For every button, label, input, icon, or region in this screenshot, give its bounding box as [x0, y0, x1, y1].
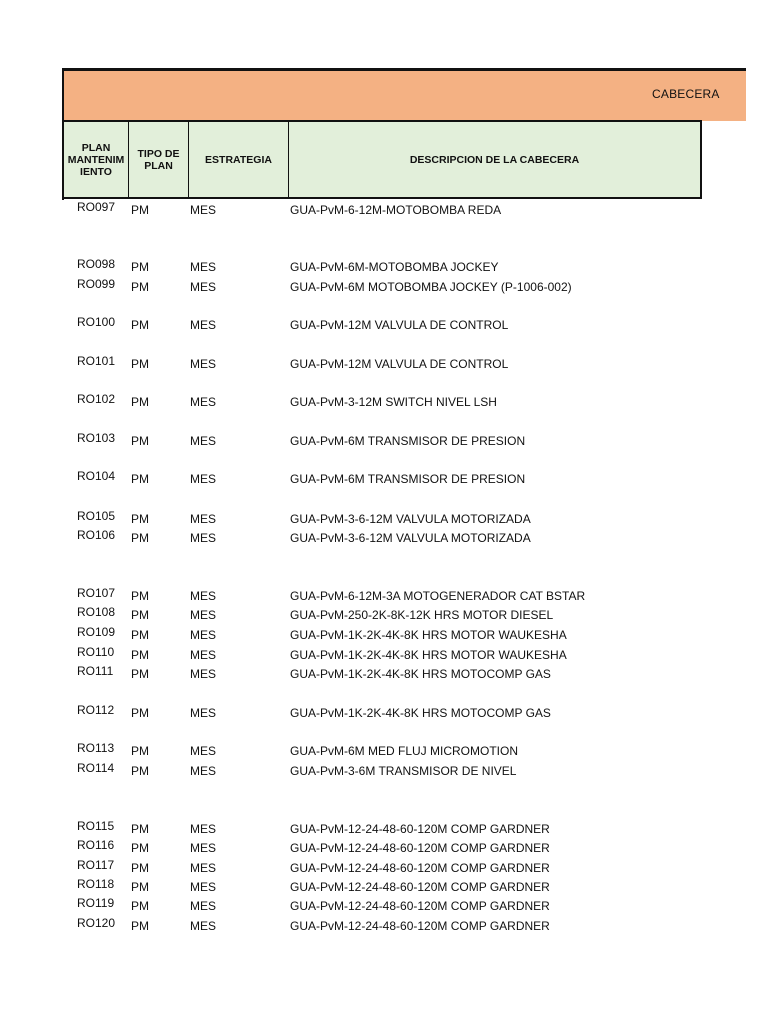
- cell-estrategia: MES: [190, 648, 217, 662]
- cell-descripcion: GUA-PvM-1K-2K-4K-8K HRS MOTOCOMP GAS: [290, 667, 551, 681]
- cell-descripcion: GUA-PvM-3-6-12M VALVULA MOTORIZADA: [290, 531, 531, 545]
- cell-tipo: PM: [131, 841, 149, 855]
- cell-tipo: PM: [131, 667, 149, 681]
- cell-plan: RO101: [77, 354, 116, 368]
- cell-tipo: PM: [131, 706, 149, 720]
- cell-tipo: PM: [131, 764, 149, 778]
- table-row: [62, 626, 702, 644]
- table-row: [62, 587, 702, 605]
- table-row: [62, 510, 702, 528]
- cell-estrategia: MES: [190, 260, 217, 274]
- cell-tipo: PM: [131, 318, 149, 332]
- cell-estrategia: MES: [190, 395, 217, 409]
- cell-tipo: PM: [131, 434, 149, 448]
- cell-descripcion: GUA-PvM-6-12M-MOTOBOMBA REDA: [290, 203, 502, 217]
- cell-estrategia: MES: [190, 608, 217, 622]
- cell-descripcion: GUA-PvM-1K-2K-4K-8K HRS MOTOR WAUKESHA: [290, 628, 567, 642]
- cell-tipo: PM: [131, 648, 149, 662]
- table-row: [62, 704, 702, 722]
- cell-estrategia: MES: [190, 880, 217, 894]
- cell-estrategia: MES: [190, 706, 217, 720]
- cell-plan: RO116: [77, 838, 115, 852]
- header-banner: [62, 68, 746, 120]
- table-row: [62, 878, 702, 896]
- cell-plan: RO107: [77, 586, 116, 600]
- cell-plan: RO105: [77, 509, 116, 523]
- cell-tipo: PM: [131, 880, 149, 894]
- cell-tipo: PM: [131, 589, 149, 603]
- table-row: [62, 606, 702, 624]
- cell-tipo: PM: [131, 512, 149, 526]
- cell-estrategia: MES: [190, 899, 217, 913]
- cell-estrategia: MES: [190, 667, 217, 681]
- cell-descripcion: GUA-PvM-12-24-48-60-120M COMP GARDNER: [290, 899, 550, 913]
- cell-descripcion: GUA-PvM-3-12M SWITCH NIVEL LSH: [290, 395, 497, 409]
- col-header-descripcion: DESCRIPCION DE LA CABECERA: [409, 153, 580, 166]
- cell-tipo: PM: [131, 822, 149, 836]
- cell-estrategia: MES: [190, 434, 217, 448]
- cell-plan: RO110: [77, 645, 115, 659]
- cell-tipo: PM: [131, 260, 149, 274]
- cell-estrategia: MES: [190, 531, 217, 545]
- table-row: [62, 897, 702, 915]
- cell-plan: RO115: [77, 819, 115, 833]
- cell-estrategia: MES: [190, 744, 217, 758]
- col-header-tipo: TIPO DE PLAN: [129, 122, 189, 197]
- cell-descripcion: GUA-PvM-12M VALVULA DE CONTROL: [290, 318, 509, 332]
- cell-descripcion: GUA-PvM-6M MOTOBOMBA JOCKEY (P-1006-002): [290, 280, 572, 294]
- cell-plan: RO109: [77, 625, 116, 639]
- cell-descripcion: GUA-PvM-250-2K-8K-12K HRS MOTOR DIESEL: [290, 608, 554, 622]
- cell-tipo: PM: [131, 357, 149, 371]
- cell-tipo: PM: [131, 628, 149, 642]
- table-row: [62, 839, 702, 857]
- cell-estrategia: MES: [190, 318, 217, 332]
- cell-descripcion: GUA-PvM-1K-2K-4K-8K HRS MOTOR WAUKESHA: [290, 648, 567, 662]
- col-header-estrategia: ESTRATEGIA: [189, 122, 289, 197]
- cell-tipo: PM: [131, 608, 149, 622]
- cell-estrategia: MES: [190, 628, 217, 642]
- banner-title: CABECERA: [652, 87, 720, 101]
- cell-estrategia: MES: [190, 841, 217, 855]
- cell-estrategia: MES: [190, 280, 217, 294]
- cell-descripcion: GUA-PvM-6M MED FLUJ MICROMOTION: [290, 744, 518, 758]
- cell-plan: RO119: [77, 896, 115, 910]
- cell-plan: RO120: [77, 916, 116, 930]
- table-row: [62, 820, 702, 838]
- cell-plan: RO102: [77, 392, 116, 406]
- cell-tipo: PM: [131, 861, 149, 875]
- cell-plan: RO111: [77, 664, 114, 678]
- cell-tipo: PM: [131, 395, 149, 409]
- cell-descripcion: GUA-PvM-6M TRANSMISOR DE PRESION: [290, 434, 526, 448]
- cell-estrategia: MES: [190, 861, 217, 875]
- table-row: [62, 646, 702, 664]
- table-row: [62, 665, 702, 683]
- table-row: [62, 393, 702, 411]
- table-row: [62, 742, 702, 760]
- cell-descripcion: GUA-PvM-3-6-12M VALVULA MOTORIZADA: [290, 512, 531, 526]
- cell-plan: RO114: [77, 761, 115, 775]
- cell-estrategia: MES: [190, 764, 217, 778]
- cell-descripcion: GUA-PvM-12M VALVULA DE CONTROL: [290, 357, 509, 371]
- cell-descripcion: GUA-PvM-1K-2K-4K-8K HRS MOTOCOMP GAS: [290, 706, 551, 720]
- table-row: [62, 432, 702, 450]
- cell-plan: RO113: [77, 741, 115, 755]
- cell-plan: RO112: [77, 703, 115, 717]
- cell-tipo: PM: [131, 919, 149, 933]
- cell-descripcion: GUA-PvM-12-24-48-60-120M COMP GARDNER: [290, 919, 550, 933]
- cell-estrategia: MES: [190, 919, 217, 933]
- table-row: [62, 258, 702, 276]
- table-row: [62, 355, 702, 373]
- cell-tipo: PM: [131, 744, 149, 758]
- cell-estrategia: MES: [190, 357, 217, 371]
- cell-tipo: PM: [131, 531, 149, 545]
- cell-tipo: PM: [131, 280, 149, 294]
- cell-plan: RO118: [77, 877, 115, 891]
- cell-plan: RO108: [77, 605, 116, 619]
- cell-plan: RO097: [77, 200, 116, 214]
- cell-descripcion: GUA-PvM-6M TRANSMISOR DE PRESION: [290, 472, 526, 486]
- table-row: [62, 316, 702, 334]
- cell-tipo: PM: [131, 203, 149, 217]
- table-row: [62, 278, 702, 296]
- cell-estrategia: MES: [190, 472, 217, 486]
- cell-plan: RO099: [77, 277, 116, 291]
- cell-descripcion: GUA-PvM-12-24-48-60-120M COMP GARDNER: [290, 822, 550, 836]
- table-row: [62, 917, 702, 935]
- cell-estrategia: MES: [190, 512, 217, 526]
- cell-descripcion: GUA-PvM-12-24-48-60-120M COMP GARDNER: [290, 880, 550, 894]
- table-row: [62, 762, 702, 780]
- cell-plan: RO098: [77, 257, 116, 271]
- cell-descripcion: GUA-PvM-6M-MOTOBOMBA JOCKEY: [290, 260, 499, 274]
- cell-descripcion: GUA-PvM-12-24-48-60-120M COMP GARDNER: [290, 861, 550, 875]
- cell-plan: RO117: [77, 858, 115, 872]
- table-row: [62, 201, 702, 219]
- col-header-plan: PLAN MANTENIM IENTO: [64, 122, 129, 197]
- cell-descripcion: GUA-PvM-6-12M-3A MOTOGENERADOR CAT BSTAR: [290, 589, 586, 603]
- cell-plan: RO100: [77, 315, 116, 329]
- table-row: [62, 529, 702, 547]
- cell-estrategia: MES: [190, 589, 217, 603]
- cell-descripcion: GUA-PvM-3-6M TRANSMISOR DE NIVEL: [290, 764, 517, 778]
- table-row: [62, 859, 702, 877]
- cell-estrategia: MES: [190, 203, 217, 217]
- cell-plan: RO104: [77, 469, 116, 483]
- cell-estrategia: MES: [190, 822, 217, 836]
- table-row: [62, 470, 702, 488]
- cell-tipo: PM: [131, 472, 149, 486]
- banner-viewport: [62, 68, 720, 122]
- cell-descripcion: GUA-PvM-12-24-48-60-120M COMP GARDNER: [290, 841, 550, 855]
- column-header-row: [62, 120, 702, 199]
- cell-tipo: PM: [131, 899, 149, 913]
- cell-plan: RO106: [77, 528, 116, 542]
- cell-plan: RO103: [77, 431, 116, 445]
